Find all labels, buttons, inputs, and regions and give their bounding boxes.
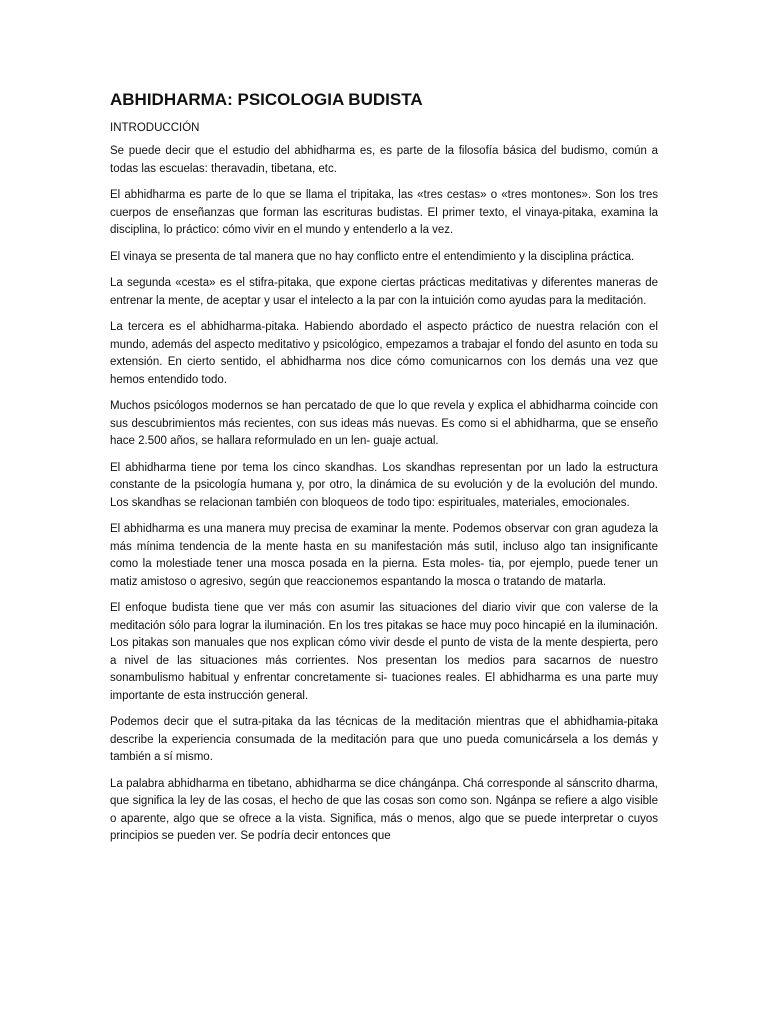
paragraph-5: La tercera es el abhidharma-pitaka. Habiendo abordado el aspecto práctico de nuestra relación con el mundo, además del aspecto meditativo y psicológico, empezamos a trabajar el fondo del asunto en toda su extensión. En cierto sentido, el abhidharma nos dice cómo comunicarnos con los demás una vez que hemos entendido todo. [110, 321, 658, 386]
document-title: ABHIDHARMA: PSICOLOGIA BUDISTA [110, 90, 423, 109]
paragraph-6: Muchos psicólogos modernos se han percatado de que lo que revela y explica el abhidharma coincide con sus descubrimientos más recientes, con sus ideas más nuevas. Es como si el abhidharma, que se enseño hace 2.500 años, se hallara reformulado en un len- guaje actual. [110, 400, 658, 447]
paragraph-1: Se puede decir que el estudio del abhidharma es, es parte de la filosofía básica del budismo, común a todas las escuelas: theravadin, tibetana, etc. [110, 145, 658, 175]
paragraph-10: Podemos decir que el sutra-pitaka da las técnicas de la meditación mientras que el abhidhamia-pitaka describe la experiencia consumada de la meditación para que uno pueda comunicársela a los demás y también a sí mismo. [110, 716, 658, 763]
paragraph-3: El vinaya se presenta de tal manera que no hay conflicto entre el entendimiento y la disciplina práctica. [110, 250, 635, 263]
paragraph-7: El abhidharma tiene por tema los cinco skandhas. Los skandhas representan por un lado la estructura constante de la psicología humana y, por otro, la dinámica de su evolución y de la evolución del mundo. Los skandhas se relacionan también con bloqueos de todo tipo: espirituales, materiales, emocionales. [110, 461, 658, 509]
paragraph-2: El abhidharma es parte de lo que se llama el tripitaka, las «tres cestas» o «tres montones». Son los tres cuerpos de enseñanzas que forman las escrituras budistas. El primer texto, el vinaya-pitaka, examina la disciplina, lo práctico: cómo vivir en el mundo y entenderlo a la vez. [110, 189, 658, 236]
paragraph-9: El enfoque budista tiene que ver más con asumir las situaciones del diario vivir que con valerse de la meditación sólo para lograr la iluminación. En los tres pitakas se hace muy poco hincapié en la iluminación. Los pitakas son manuales que nos explican cómo vivir desde el punto de vista de la mente despierta, pero a nivel de las situaciones más corrientes. Nos presentan los medios para sacarnos de nuestro sonambulismo habitual y enfrentar concretamente si- tuaciones reales. El abhidharma es una parte muy importante de esta instrucción general. [110, 602, 658, 702]
paragraph-11: La palabra abhidharma en tibetano, abhidharma se dice chángánpa. Chá corresponde al sánscrito dharma, que significa la ley de las cosas, el hecho de que las cosas son como son. Ngánpa se refiere a algo visible o aparente, algo que se ofrece a la vista. Significa, más o menos, algo que se puede interpretar o cuyos principios se pueden ver. Se podría decir entonces que [110, 777, 658, 842]
paragraph-4: La segunda «cesta» es el stifra-pitaka, que expone ciertas prácticas meditativas y diferentes maneras de entrenar la mente, de aceptar y usar el intelecto a la par con la intuición como ayudas para la meditación. [110, 277, 658, 307]
section-heading: INTRODUCCIÓN [110, 122, 200, 134]
paragraph-8: El abhidharma es una manera muy precisa de examinar la mente. Podemos observar con gran agudeza la más mínima tendencia de la mente hasta en su manifestación más sutil, incluso algo tan insignificante como la molestiade tener una mosca posada en la pierna. Esta moles- tia, por ejemplo, puede tener un matiz amistoso o agresivo, según que reaccionemos espantando la mosca o tratando de matarla. [110, 523, 658, 588]
document-body [110, 90, 658, 855]
